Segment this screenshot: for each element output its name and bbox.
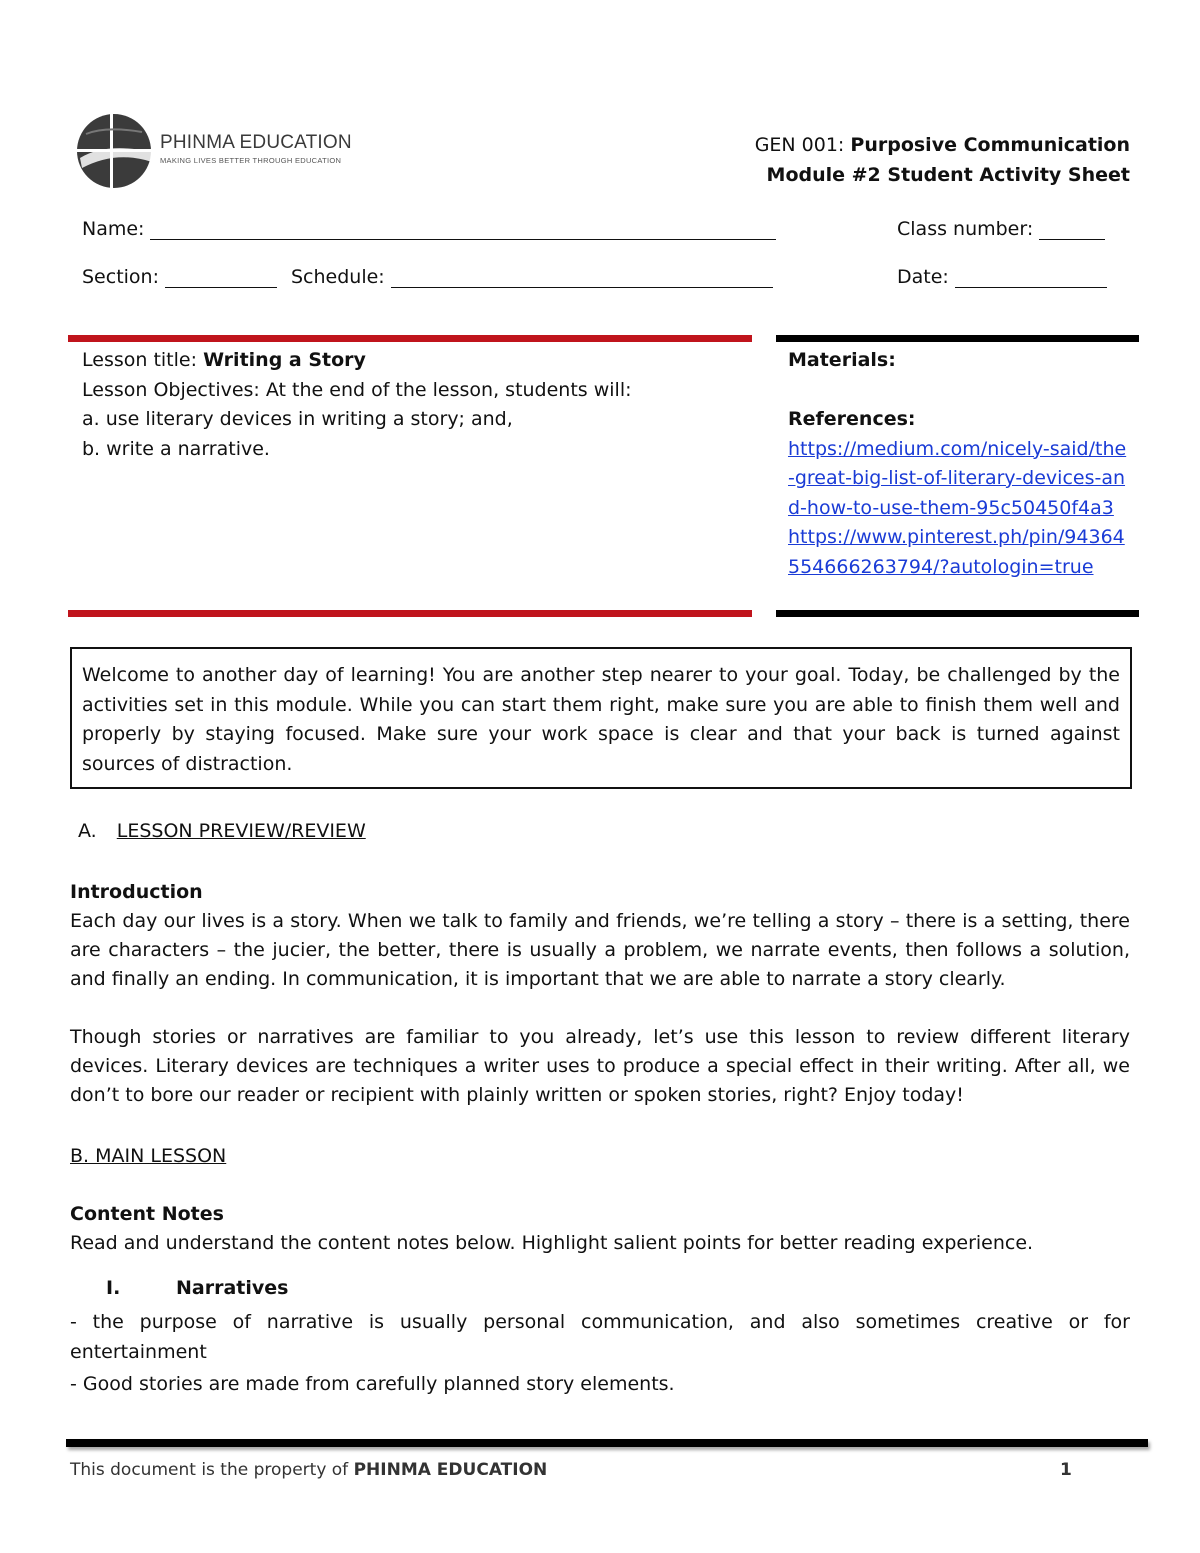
footer-divider [66,1439,1148,1447]
date-field-row [897,266,1107,288]
class-number-field-row [897,218,1105,240]
narratives-subheading [70,1274,1130,1303]
introduction-paragraph-2: Though stories or narratives are familiar to you already, let’s use this lesson to review different literary devices. Literary devices are techniques a writer uses to produce a special effect in their writing. After all, we don’t to bore our reader or recipient with plainly written or spoken stories, right? Enjoy today! [70,1026,1130,1106]
logo-brand-text: PHINMA EDUCATION [160,132,352,153]
narratives-number: I. [106,1277,121,1299]
date-input-line[interactable] [955,267,1107,288]
narratives-bullet-2: - Good stories are made from carefully planned story elements. [70,1373,675,1395]
lesson-info [82,346,732,464]
lesson-objective-b: b. write a narrative. [82,437,270,460]
lesson-objective-a: a. use literary devices in writing a story; and, [82,408,513,430]
narratives-bullet-1: - the purpose of narrative is usually personal communication, and also sometimes creative or for entertainment [70,1311,1130,1363]
materials-info [788,346,1133,582]
section-b-heading: B. MAIN LESSON [70,1145,227,1167]
welcome-box: Welcome to another day of learning! You are another step nearer to your goal. Today, be challenged by the activities set in this module. While you can start them right, make sure you are able to finish them well and properly by staying focused. Make sure your work space is clear and that your back is turned against sources of distraction. [70,647,1132,789]
logo-tagline: MAKING LIVES BETTER THROUGH EDUCATION [160,156,342,165]
class-number-label: Class number: [897,218,1034,240]
lesson-title-prefix: Lesson [82,349,148,371]
section-a-title: LESSON PREVIEW/REVIEW [116,820,366,842]
content-notes-text: Read and understand the content notes below. Highlight salient points for better reading experience. [70,1232,1034,1254]
materials-bottom-bar [776,610,1139,617]
footer-text [70,1460,547,1480]
schedule-input-line[interactable] [391,267,773,288]
class-number-input-line[interactable] [1039,219,1105,240]
lesson-title-value: Writing a Story [203,349,366,371]
course-code: GEN 001: [754,134,845,156]
introduction-paragraph-1: Each day our lives is a story. When we talk to family and friends, we’re telling a story – there is a setting, there are characters – the jucier, the better, there is usually a problem, we narrate events, then follows a solution, and finally an ending. In communication, it is important that we are able to narrate a story clearly. [70,910,1130,990]
lesson-objectives-intro: Lesson Objectives: At the end of the lesson, students will: [82,378,632,401]
main-lesson-block [70,1142,1130,1399]
course-title: Purposive Communication [850,134,1130,156]
name-input-line[interactable] [150,219,776,240]
introduction-heading: Introduction [70,881,203,903]
footer-ownership-text: This document is the property of [70,1460,349,1480]
module-title: Module #2 Student Activity Sheet [766,164,1130,186]
section-a-letter: A. [78,820,97,842]
section-field-row [82,266,773,288]
references-label: References: [788,408,916,430]
lesson-title-label: title: [153,349,198,371]
section-input-line[interactable] [165,267,277,288]
name-label: Name: [82,218,145,240]
content-notes-heading: Content Notes [70,1203,224,1225]
section-a-heading [78,820,366,842]
narratives-title: Narratives [176,1277,289,1299]
lesson-bottom-bar [68,610,752,617]
section-label: Section: [82,266,159,288]
logo-emblem-icon [76,112,152,190]
course-header [755,130,1130,190]
footer-owner: PHINMA EDUCATION [353,1460,548,1480]
introduction-block [70,878,1130,1110]
date-label: Date: [897,266,949,288]
phinma-logo [76,112,376,192]
materials-top-bar [776,335,1139,342]
name-field-row [82,218,776,240]
materials-label: Materials: [788,349,896,371]
reference-link-medium[interactable]: https://medium.com/nicely-said/the-great-big-list-of-literary-devices-and-how-to-use-them-95c50450f4a3 [788,437,1127,519]
page-number: 1 [1060,1460,1072,1480]
reference-link-pinterest[interactable]: https://www.pinterest.ph/pin/94364554666263794/?autologin=true [788,526,1125,578]
schedule-label: Schedule: [291,266,385,288]
lesson-top-bar [68,335,752,342]
